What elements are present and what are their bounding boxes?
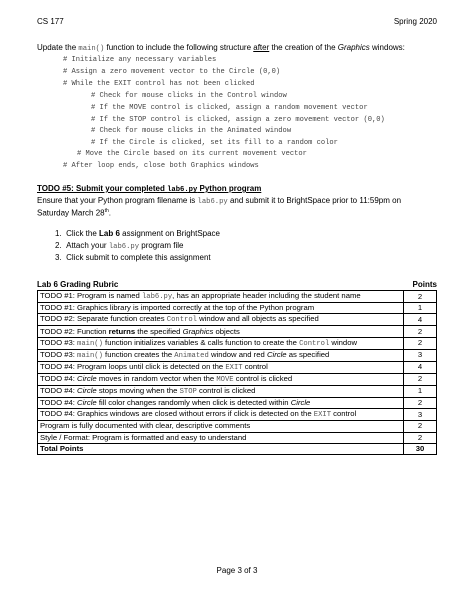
- criterion-code: lab6.py: [141, 293, 173, 301]
- criterion-text: TODO #4:: [40, 385, 78, 395]
- rubric-criterion: [38, 361, 404, 373]
- step-text-post: program file: [139, 241, 184, 250]
- rubric-row: [38, 397, 437, 408]
- rubric-row: [38, 349, 437, 361]
- rubric-criterion: [38, 337, 404, 349]
- criterion-italic: Circle: [290, 397, 311, 407]
- criterion-text: moves in random vector when the: [96, 373, 217, 383]
- step-item: [55, 253, 211, 262]
- criterion-text: TODO #3:: [40, 337, 78, 347]
- todo5-heading-post: Python program: [197, 184, 262, 193]
- criterion-code: EXIT: [225, 363, 243, 372]
- step-text: Click submit to complete this assignment: [66, 253, 211, 262]
- step-item: [55, 241, 183, 251]
- criterion-text: control is clicked: [196, 385, 256, 395]
- rubric-title: Lab 6 Grading Rubric: [37, 280, 119, 289]
- rubric-points: 2: [404, 337, 437, 349]
- rubric-row: [38, 314, 437, 326]
- code-line: # If the Circle is clicked, set its fill to a random color: [91, 139, 338, 147]
- rubric-criterion: [38, 373, 404, 385]
- rubric-points: 3: [404, 349, 437, 361]
- rubric-criterion: [38, 421, 404, 432]
- todo5-paragraph-line1: [37, 196, 401, 206]
- todo5-p2: Saturday March 28: [37, 208, 105, 218]
- criterion-code: Control: [166, 316, 197, 325]
- rubric-points: 3: [404, 409, 437, 421]
- code-line: # Move the Circle based on its current movement vector: [77, 150, 307, 158]
- step-number: 2.: [55, 241, 62, 250]
- rubric-criterion: [38, 385, 404, 397]
- criterion-text: window and red: [208, 349, 267, 359]
- rubric-criterion: [38, 409, 404, 421]
- rubric-criterion: [38, 432, 404, 443]
- todo5-p2-post: .: [108, 208, 111, 218]
- criterion-code: Animated: [174, 351, 209, 360]
- criterion-text: Program is fully documented with clear, descriptive comments: [40, 421, 251, 431]
- todo5-heading-code: lab6.py: [167, 186, 198, 194]
- code-line: # Check for mouse clicks in the Animated window: [91, 127, 292, 135]
- code-line: # Assign a zero movement vector to the Circle (0,0): [63, 68, 281, 76]
- intro-after: after: [253, 43, 270, 52]
- intro-text-3: the creation of the: [269, 43, 338, 52]
- todo5-p1: Ensure that your Python program filename is: [37, 196, 198, 205]
- rubric-criterion: [38, 349, 404, 361]
- criterion-text: TODO #4: Program loops until click is detected on the: [40, 361, 226, 371]
- criterion-text: function creates the: [102, 349, 175, 359]
- criterion-text: control: [242, 361, 268, 371]
- rubric-points: 2: [404, 291, 437, 303]
- intro-graphics: Graphics: [337, 43, 370, 52]
- rubric-total-row: [38, 443, 437, 454]
- criterion-text: TODO #4: Graphics windows are closed without errors if click is detected on the: [40, 409, 314, 419]
- criterion-text: fill color changes randomly when click is detected within: [96, 397, 291, 407]
- rubric-points: 4: [404, 361, 437, 373]
- code-line: # Initialize any necessary variables: [63, 56, 217, 64]
- code-line: # If the STOP control is clicked, assign a zero movement vector (0,0): [91, 116, 385, 124]
- criterion-bold: returns: [108, 326, 136, 336]
- term-label: Spring 2020: [393, 17, 437, 26]
- rubric-criterion: [38, 314, 404, 326]
- criterion-code: main(): [77, 351, 103, 360]
- rubric-criterion: [38, 397, 404, 408]
- todo5-paragraph-line2: [37, 208, 111, 218]
- total-points: 30: [404, 443, 437, 454]
- criterion-italic: Circle: [77, 397, 97, 407]
- todo5-heading: [37, 184, 261, 194]
- criterion-code: main(): [77, 339, 103, 348]
- rubric-table: [37, 290, 437, 455]
- rubric-points: 2: [404, 373, 437, 385]
- criterion-code: EXIT: [313, 411, 332, 420]
- code-line: # Check for mouse clicks in the Control window: [91, 92, 287, 100]
- criterion-code: MOVE: [216, 375, 234, 384]
- criterion-text: control: [331, 409, 357, 419]
- criterion-text: TODO #4:: [40, 373, 78, 383]
- rubric-row: [38, 303, 437, 314]
- step-text: Click the: [66, 229, 100, 238]
- step-text-post: assignment on BrightSpace: [119, 229, 220, 238]
- step-number: 3.: [55, 253, 62, 262]
- intro-text-2: function to include the following structure: [104, 43, 254, 52]
- todo5-p2-sup: th: [104, 208, 109, 214]
- criterion-text: TODO #4:: [40, 397, 78, 407]
- page-number: Page 3 of 3: [216, 566, 258, 575]
- criterion-text: stops moving when the: [96, 385, 180, 395]
- rubric-body: [38, 291, 437, 455]
- code-line: # While the EXIT control has not been clicked: [63, 80, 255, 88]
- rubric-points: 2: [404, 432, 437, 443]
- rubric-row: [38, 337, 437, 349]
- criterion-text: TODO #2: Function: [40, 326, 109, 336]
- rubric-criterion: [38, 326, 404, 337]
- rubric-points: 1: [404, 385, 437, 397]
- code-line: # After loop ends, close both Graphics windows: [63, 162, 259, 170]
- rubric-criterion: [38, 291, 404, 303]
- criterion-italic: Graphics: [182, 326, 214, 336]
- criterion-text: function initializes variables & calls function to create the: [102, 337, 300, 347]
- rubric-row: [38, 432, 437, 443]
- rubric-row: [38, 421, 437, 432]
- criterion-text: the specified: [135, 326, 183, 336]
- criterion-text: Style / Format: Program is formatted and easy to understand: [40, 432, 247, 442]
- rubric-row: [38, 361, 437, 373]
- rubric-row: [38, 409, 437, 421]
- criterion-text: objects: [213, 326, 240, 336]
- step-bold: Lab 6: [99, 229, 120, 238]
- criterion-text: control is clicked: [233, 373, 293, 383]
- rubric-row: [38, 326, 437, 337]
- step-text: Attach your: [66, 241, 109, 250]
- step-code: lab6.py: [108, 243, 140, 251]
- total-label: Total Points: [38, 443, 404, 454]
- rubric-points: 2: [404, 421, 437, 432]
- criterion-text: TODO #1: Program is named: [40, 291, 142, 300]
- criterion-text: window: [329, 337, 358, 347]
- course-label: CS 177: [37, 17, 64, 26]
- rubric-points: 2: [404, 326, 437, 337]
- rubric-criterion: [38, 303, 404, 314]
- rubric-row: [38, 373, 437, 385]
- criterion-text: , has an appropriate header including the student name: [172, 291, 361, 300]
- step-number: 1.: [55, 229, 62, 238]
- rubric-points-label: Points: [412, 280, 437, 289]
- rubric-points: 4: [404, 314, 437, 326]
- rubric-points: 2: [404, 397, 437, 408]
- intro-text-1: Update the: [37, 43, 79, 52]
- criterion-text: TODO #2: Separate function creates: [40, 314, 167, 324]
- criterion-text: TODO #3:: [40, 349, 78, 359]
- criterion-code: STOP: [179, 387, 197, 396]
- criterion-italic: Circle: [266, 349, 287, 359]
- criterion-text: window and all objects as specified: [196, 314, 319, 324]
- intro-main-code: main(): [78, 45, 105, 53]
- todo5-p1-post: and submit it to BrightSpace prior to 11:59pm on: [227, 196, 402, 205]
- todo5-heading-pre: TODO #5: Submit your completed: [37, 184, 168, 193]
- intro-paragraph: [37, 43, 405, 53]
- criterion-code: Control: [299, 339, 330, 348]
- rubric-row: [38, 385, 437, 397]
- rubric-header: [37, 280, 437, 289]
- code-line: # If the MOVE control is clicked, assign a random movement vector: [91, 104, 368, 112]
- todo5-p1-code: lab6.py: [197, 198, 228, 206]
- rubric-row: [38, 291, 437, 303]
- rubric-points: 1: [404, 303, 437, 314]
- step-item: [55, 229, 220, 238]
- criterion-italic: Circle: [77, 373, 97, 383]
- criterion-text: TODO #1: Graphics library is imported correctly at the top of the Python program: [40, 303, 315, 313]
- intro-text-4: windows:: [369, 43, 405, 52]
- criterion-text: as specified: [286, 349, 330, 359]
- criterion-italic: Circle: [77, 385, 97, 395]
